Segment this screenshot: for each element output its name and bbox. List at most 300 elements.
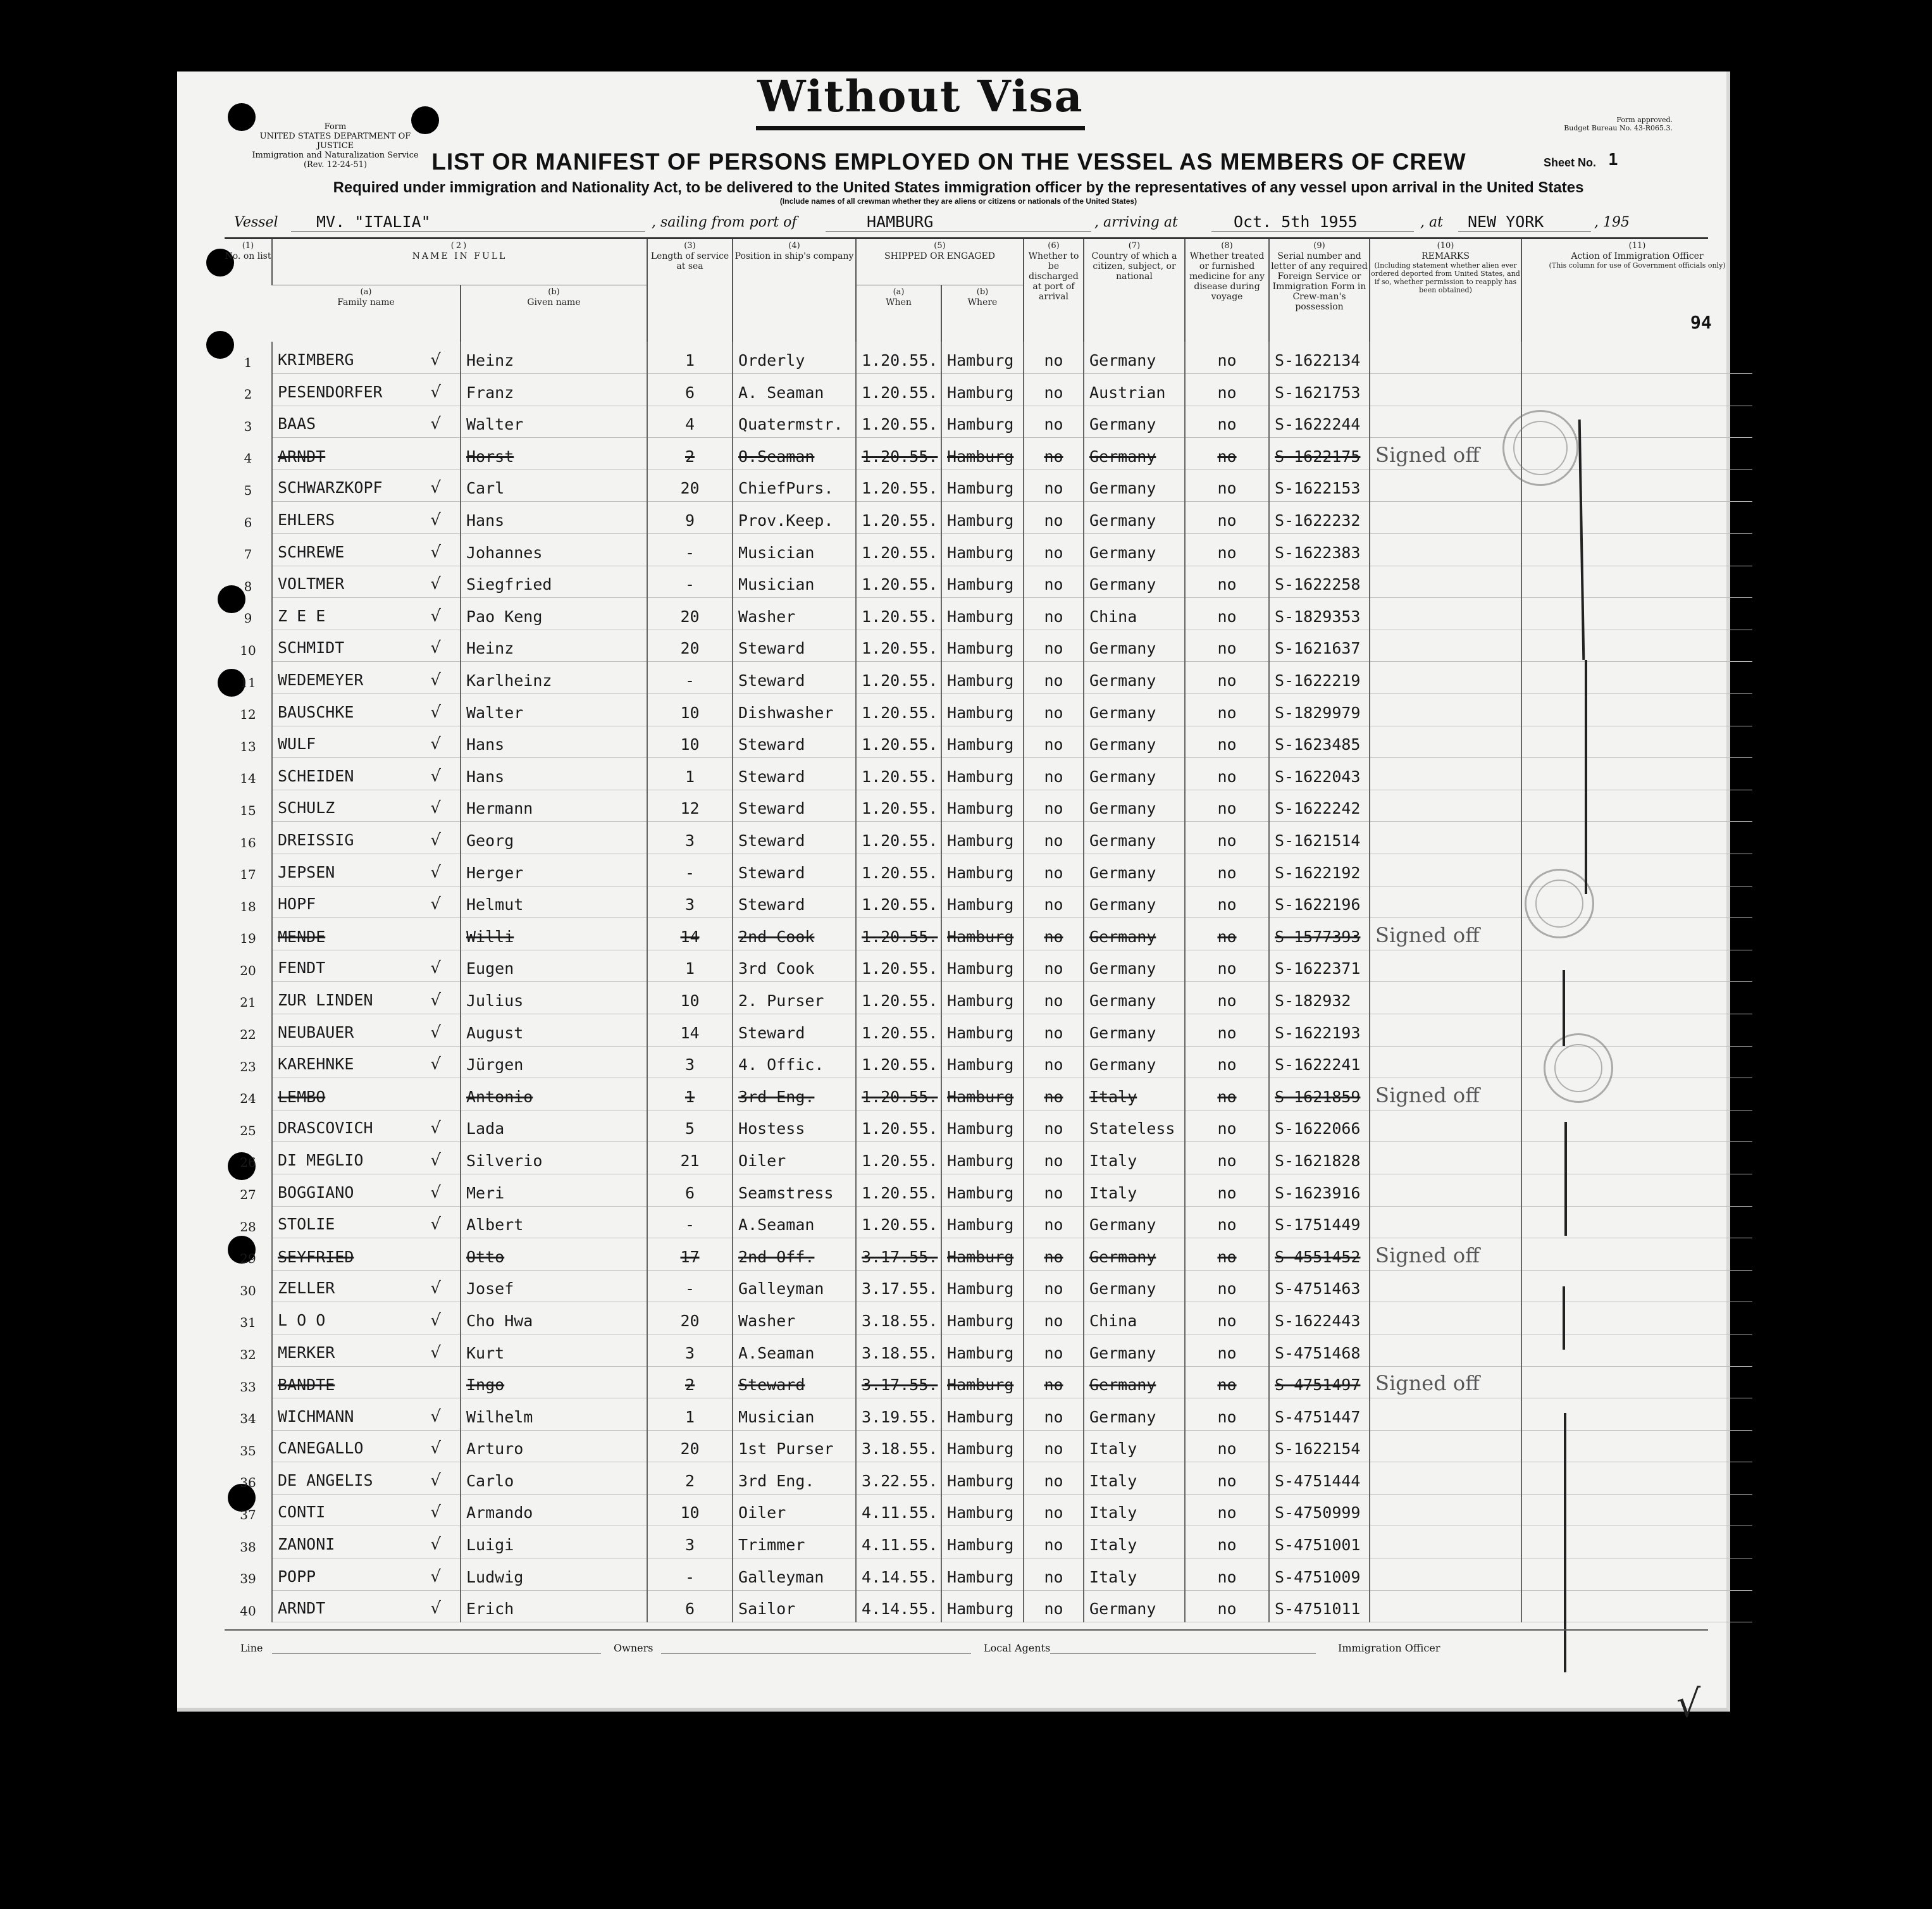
cell-medicine: no [1185,534,1269,566]
cell-medicine: no [1185,1014,1269,1046]
cell-where: Hamburg [941,502,1024,534]
cell-no: 18 [240,899,256,914]
crew-row [225,790,1752,822]
cell-service: 14 [647,1014,733,1046]
cell-position: Trimmer [733,1526,856,1558]
cell-where: Hamburg [941,598,1024,630]
cell-where: Hamburg [941,566,1024,598]
col-remarks-header: REMARKS [1421,251,1470,261]
cell-position: 2. Purser [733,982,856,1014]
cell-where: Hamburg [941,854,1024,886]
cell-where: Hamburg [941,1110,1024,1142]
cell-when: 3.17.55. [856,1366,941,1398]
cell-where: Hamburg [941,950,1024,982]
cell-medicine: no [1185,502,1269,534]
crew-row [225,982,1752,1014]
cell-action [1521,1334,1752,1366]
check-mark-icon: √ [430,414,441,434]
cell-action [1521,502,1752,534]
crew-row [225,1046,1752,1078]
check-mark-icon: √ [430,1023,441,1042]
cell-where: Hamburg [941,469,1024,502]
cell-discharge: no [1024,822,1084,854]
cell-where: Hamburg [941,1526,1024,1558]
cell-no: 39 [240,1571,256,1587]
cell-medicine: no [1185,950,1269,982]
cell-medicine: no [1185,918,1269,950]
cell-given: Lada [461,1110,647,1142]
cell-family: ZUR LINDEN √ [272,982,461,1014]
officer-mark-line [1585,660,1587,894]
cell-no: 10 [240,642,256,658]
cell-position: Sailor [733,1590,856,1622]
agents-label: Local Agents [984,1642,1051,1654]
check-mark-icon: √ [430,1343,441,1362]
cell-action [1521,1462,1752,1495]
cell-family: POPP √ [272,1558,461,1591]
cell-when: 3.19.55. [856,1398,941,1431]
cell-where: Hamburg [941,1558,1024,1591]
cell-where: Hamburg [941,726,1024,758]
crew-row [225,1366,1752,1398]
cell-country: Germany [1084,790,1185,822]
cell-family: L O O √ [272,1302,461,1334]
cell-action [1521,534,1752,566]
cell-discharge: no [1024,982,1084,1014]
cell-where: Hamburg [941,1078,1024,1110]
cell-discharge: no [1024,438,1084,470]
cell-country: Stateless [1084,1110,1185,1142]
cell-given: Antonio [461,1078,647,1110]
cell-no: 27 [240,1187,256,1203]
cell-country: Germany [1084,758,1185,790]
cell-family: DREISSIG √ [272,822,461,854]
cell-given: Horst [461,438,647,470]
cell-action [1521,662,1752,694]
banner-underline [756,126,1085,130]
cell-serial: S-4751468 [1269,1334,1370,1366]
cell-discharge: no [1024,918,1084,950]
crew-row [225,374,1752,406]
cell-service: 10 [647,694,733,726]
crew-row [225,1558,1752,1591]
cell-when: 1.20.55. [856,566,941,598]
cell-given: Willi [461,918,647,950]
cell-where: Hamburg [941,1206,1024,1238]
cell-family: PESENDORFER √ [272,374,461,406]
cell-country: China [1084,598,1185,630]
cell-discharge: no [1024,1270,1084,1302]
cell-country: Germany [1084,1366,1185,1398]
cell-serial: S-182932 [1269,982,1370,1014]
cell-position: Steward [733,630,856,662]
cell-position: ChiefPurs. [733,469,856,502]
check-mark-icon: √ [430,831,441,850]
cell-no: 23 [240,1059,256,1074]
cell-discharge: no [1024,406,1084,438]
cell-action [1521,1110,1752,1142]
cell-discharge: no [1024,1206,1084,1238]
cell-country: Germany [1084,1398,1185,1431]
cell-family: WICHMANN √ [272,1398,461,1431]
form-approved: Form approved. Budget Bureau No. 43-R065.3. [1564,116,1673,132]
cell-country: Germany [1084,406,1185,438]
cell-serial: S-1622154 [1269,1430,1370,1462]
cell-given: Julius [461,982,647,1014]
cell-country: Austrian [1084,374,1185,406]
cell-no: 20 [240,962,256,978]
cell-when: 1.20.55. [856,694,941,726]
cell-given: Carl [461,469,647,502]
cell-discharge: no [1024,502,1084,534]
cell-service: - [647,1270,733,1302]
cell-family: WULF √ [272,726,461,758]
cell-remarks [1370,694,1521,726]
cell-no: 31 [240,1315,256,1331]
officer-label: Immigration Officer [1338,1642,1440,1654]
cell-remarks [1370,1526,1521,1558]
manifest-sheet [177,72,1730,1726]
cell-country: Italy [1084,1078,1185,1110]
cell-medicine: no [1185,1046,1269,1078]
cell-family: CONTI √ [272,1494,461,1526]
action-note: (This column for use of Government officials only) [1549,261,1726,270]
cell-given: August [461,1014,647,1046]
cell-action [1521,758,1752,790]
cell-position: Steward [733,854,856,886]
cell-serial: S-1622371 [1269,950,1370,982]
inspection-stamp [1544,1033,1613,1103]
cell-remarks: Signed off [1370,1238,1521,1271]
cell-serial: S-1623916 [1269,1174,1370,1206]
crew-row [225,918,1752,950]
col-medicine-header: Whether treated or furnished medicine for any disease during voyage [1189,251,1265,302]
cell-country: Germany [1084,662,1185,694]
check-mark-icon: √ [430,478,441,498]
cell-family: DRASCOVICH √ [272,1110,461,1142]
cell-remarks [1370,1174,1521,1206]
check-mark-icon: √ [430,1567,441,1586]
cell-family: MERKER √ [272,1334,461,1366]
cell-medicine: no [1185,886,1269,918]
cell-remarks: Signed off [1370,438,1521,470]
cell-serial: S-1622153 [1269,469,1370,502]
cell-medicine: no [1185,1558,1269,1591]
crew-row [225,1206,1752,1238]
col-service-header: Length of service at sea [650,251,729,271]
cell-discharge: no [1024,758,1084,790]
cell-family: ZELLER √ [272,1270,461,1302]
cell-where: Hamburg [941,694,1024,726]
officer-mark-line [1564,1413,1566,1672]
cell-serial: S-1621514 [1269,822,1370,854]
cell-remarks [1370,1270,1521,1302]
cell-discharge: no [1024,854,1084,886]
col-name-header: NAME IN FULL [412,251,507,261]
cell-remarks [1370,1558,1521,1591]
cell-when: 1.20.55. [856,1078,941,1110]
cell-position: 3rd Eng. [733,1078,856,1110]
cell-when: 1.20.55. [856,1174,941,1206]
cell-where: Hamburg [941,886,1024,918]
cell-discharge: no [1024,694,1084,726]
cell-given: Meri [461,1174,647,1206]
vessel-name: MV. "ITALIA" [316,213,431,231]
cell-given: Ingo [461,1366,647,1398]
cell-no: 3 [244,418,252,434]
crew-row [225,534,1752,566]
cell-when: 4.11.55. [856,1494,941,1526]
cell-when: 1.20.55. [856,886,941,918]
cell-country: Germany [1084,1270,1185,1302]
cell-country: Germany [1084,950,1185,982]
cell-where: Hamburg [941,1238,1024,1271]
check-mark-icon: √ [430,511,441,530]
cell-when: 1.20.55. [856,982,941,1014]
cell-when: 1.20.55. [856,469,941,502]
cell-no: 21 [240,995,256,1010]
cell-family: SCHWARZKOPF √ [272,469,461,502]
cell-medicine: no [1185,694,1269,726]
cell-family: SCHULZ √ [272,790,461,822]
check-mark-icon: √ [430,1310,441,1330]
cell-position: A. Seaman [733,374,856,406]
cell-when: 1.20.55. [856,1110,941,1142]
check-mark-icon: √ [430,1599,441,1619]
cell-when: 1.20.55. [856,918,941,950]
cell-no: 28 [240,1219,256,1234]
cell-service: 1 [647,1398,733,1431]
cell-remarks [1370,1334,1521,1366]
cell-family: JEPSEN √ [272,854,461,886]
cell-action [1521,1366,1752,1398]
cell-where: Hamburg [941,1590,1024,1622]
cell-serial: S-1829979 [1269,694,1370,726]
col-where-header: Where [967,297,998,308]
cell-medicine: no [1185,1238,1269,1271]
cell-position: Steward [733,790,856,822]
cell-when: 1.20.55. [856,854,941,886]
cell-action [1521,1270,1752,1302]
cell-remarks [1370,758,1521,790]
cell-no: 29 [240,1251,256,1267]
page-title: LIST OR MANIFEST OF PERSONS EMPLOYED ON THE VESSEL AS MEMBERS OF CREW [431,149,1466,175]
cell-given: Kurt [461,1334,647,1366]
cell-medicine: no [1185,598,1269,630]
cell-no: 37 [240,1507,256,1522]
cell-position: 2nd Cook [733,918,856,950]
officer-mark-line [1563,970,1565,1046]
cell-where: Hamburg [941,982,1024,1014]
cell-serial: S-1621828 [1269,1142,1370,1174]
cell-family: MENDE [272,918,461,950]
crew-row [225,726,1752,758]
cell-medicine: no [1185,726,1269,758]
check-mark-icon: √ [430,1535,441,1555]
cell-no: 12 [240,707,256,723]
cell-service: 2 [647,1366,733,1398]
crew-row [225,694,1752,726]
arriving-label: , arriving at [1094,215,1178,230]
cell-position: Steward [733,886,856,918]
subnote: (Include names of all crewman whether they are aliens or citizens or nationals of the United States) [779,197,1137,206]
check-mark-icon: √ [430,1055,441,1074]
cell-position: Oiler [733,1142,856,1174]
cell-serial: S-1621859 [1269,1078,1370,1110]
cell-where: Hamburg [941,1366,1024,1398]
cell-medicine: no [1185,1206,1269,1238]
cell-where: Hamburg [941,1014,1024,1046]
crew-row [225,1302,1752,1334]
cell-serial: S-1622192 [1269,854,1370,886]
cell-medicine: no [1185,374,1269,406]
cell-given: Herger [461,854,647,886]
cell-position: 2nd Off. [733,1238,856,1271]
cell-country: China [1084,1302,1185,1334]
cell-no: 34 [240,1411,256,1427]
cell-remarks [1370,1462,1521,1495]
cell-country: Germany [1084,726,1185,758]
cell-country: Germany [1084,438,1185,470]
cell-country: Germany [1084,502,1185,534]
cell-remarks [1370,726,1521,758]
cell-when: 1.20.55. [856,374,941,406]
cell-action [1521,1238,1752,1271]
cell-when: 1.20.55. [856,502,941,534]
cell-given: Arturo [461,1430,647,1462]
cell-position: Oiler [733,1494,856,1526]
crew-row [225,950,1752,982]
cell-service: 12 [647,790,733,822]
cell-remarks [1370,630,1521,662]
cell-family: ARNDT √ [272,1590,461,1622]
cell-remarks [1370,1302,1521,1334]
cell-service: 3 [647,1526,733,1558]
cell-action [1521,1142,1752,1174]
cell-medicine: no [1185,758,1269,790]
cell-serial: S-1622244 [1269,406,1370,438]
cell-country: Germany [1084,469,1185,502]
check-mark-icon: √ [430,895,441,914]
cell-given: Heinz [461,630,647,662]
cell-service: 1 [647,342,733,374]
col-action-header: Action of Immigration Officer [1571,251,1704,261]
cell-position: Steward [733,1366,856,1398]
crew-row [225,598,1752,630]
crew-row [225,758,1752,790]
cell-when: 1.20.55. [856,662,941,694]
cell-serial: S-4751497 [1269,1366,1370,1398]
cell-action [1521,1206,1752,1238]
cell-country: Italy [1084,1494,1185,1526]
cell-service: 10 [647,982,733,1014]
cell-service: - [647,566,733,598]
cell-position: Steward [733,726,856,758]
check-mark-icon: √ [430,1279,441,1298]
without-visa-banner: Without Visa [757,72,1084,122]
cell-when: 1.20.55. [856,822,941,854]
cell-service: 20 [647,1430,733,1462]
cell-country: Italy [1084,1174,1185,1206]
cell-serial: S-1621637 [1269,630,1370,662]
cell-serial: S-1622175 [1269,438,1370,470]
cell-serial: S-1622043 [1269,758,1370,790]
cell-position: 3rd Cook [733,950,856,982]
cell-no: 35 [240,1443,256,1458]
cell-action [1521,598,1752,630]
crew-row [225,662,1752,694]
col-serial-header: Serial number and letter of any required Foreign Service or Immigration Form in Crew-man's possession [1271,251,1368,312]
cell-when: 1.20.55. [856,438,941,470]
cell-family: STOLIE √ [272,1206,461,1238]
cell-medicine: no [1185,1174,1269,1206]
crew-row [225,1078,1752,1110]
cell-medicine: no [1185,1430,1269,1462]
cell-discharge: no [1024,1302,1084,1334]
cell-discharge: no [1024,1142,1084,1174]
cell-country: Germany [1084,822,1185,854]
cell-medicine: no [1185,1270,1269,1302]
cell-remarks [1370,598,1521,630]
cell-country: Italy [1084,1462,1185,1495]
cell-medicine: no [1185,1142,1269,1174]
cell-service: - [647,1558,733,1591]
cell-country: Germany [1084,1238,1185,1271]
cell-discharge: no [1024,886,1084,918]
cell-position: Orderly [733,342,856,374]
cell-medicine: no [1185,822,1269,854]
cell-action [1521,982,1752,1014]
cell-remarks [1370,1206,1521,1238]
cell-given: Erich [461,1590,647,1622]
cell-remarks [1370,1014,1521,1046]
cell-no: 24 [240,1091,256,1107]
cell-medicine: no [1185,469,1269,502]
cell-family: HOPF √ [272,886,461,918]
cell-where: Hamburg [941,342,1024,374]
cell-country: Germany [1084,982,1185,1014]
cell-service: 20 [647,1302,733,1334]
cell-service: - [647,534,733,566]
check-mark-icon: √ [430,1183,441,1202]
cell-serial: S-1622241 [1269,1046,1370,1078]
cell-remarks [1370,534,1521,566]
cell-country: Germany [1084,342,1185,374]
cell-serial: S-1829353 [1269,598,1370,630]
cell-discharge: no [1024,950,1084,982]
cell-where: Hamburg [941,534,1024,566]
arrival-date: Oct. 5th 1955 [1234,213,1358,231]
cell-discharge: no [1024,1110,1084,1142]
cell-remarks [1370,854,1521,886]
crew-rows [225,342,1752,1622]
cell-given: Eugen [461,950,647,982]
crew-row [225,1142,1752,1174]
cell-family: LEMBO [272,1078,461,1110]
cell-service: 1 [647,758,733,790]
check-mark-icon: √ [430,735,441,754]
cell-family: KAREHNKE √ [272,1046,461,1078]
cell-where: Hamburg [941,1334,1024,1366]
cell-serial: S-1622383 [1269,534,1370,566]
cell-remarks [1370,374,1521,406]
cell-country: Germany [1084,534,1185,566]
cell-remarks [1370,1142,1521,1174]
cell-when: 1.20.55. [856,342,941,374]
cell-remarks [1370,822,1521,854]
check-mark-icon: √ [430,606,441,626]
cell-discharge: no [1024,726,1084,758]
